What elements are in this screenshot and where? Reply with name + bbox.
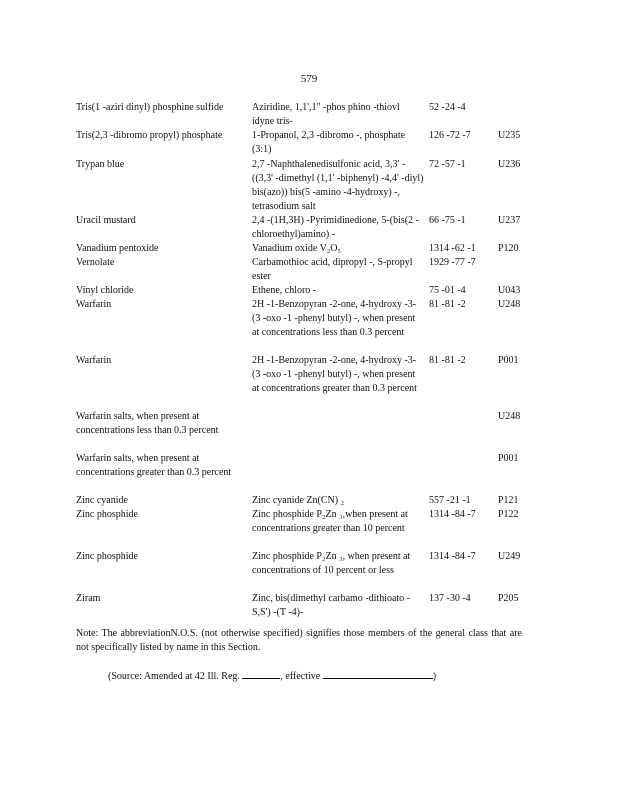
substance-name: Vanadium pentoxide [76,243,159,254]
chemical-abstracts-name: 1-Propanol, 2,3 -dibromo -, phosphate (3:1) [252,130,406,155]
register-page-blank [242,668,280,679]
cas-number: 557 -21 -1 [429,495,471,506]
chemical-abstracts-name: 2H -1-Benzopyran -2-one, 4-hydroxy -3-(3 -oxo -1 -phenyl butyl) -, when present at concentrations greater than 0.3 percent [252,355,417,394]
waste-code: P121 [498,495,519,506]
waste-code: P205 [498,593,519,604]
substance-name: Warfarin salts, when present at concentrations greater than 0.3 percent [76,453,232,478]
abbreviation-note: Note: The abbreviationN.O.S. (not otherwise specified) signifies those members of the general class that are not specifically listed by name in this Section. [76,628,522,653]
substance-name: Warfarin salts, when present at concentrations less than 0.3 percent [76,411,219,436]
waste-code: U237 [498,215,521,226]
source-middle: , effective [280,671,321,682]
waste-code: P120 [498,243,519,254]
cas-number: 66 -75 -1 [429,215,466,226]
table-row [76,284,546,298]
waste-code: U235 [498,130,521,141]
substance-name: Uracil mustard [76,215,136,226]
substance-name: Vinyl chloride [76,285,134,296]
cas-number: 1314 -62 -1 [429,243,476,254]
waste-code: P122 [498,509,519,520]
table-row [76,592,546,620]
chemical-abstracts-name: 2,7 -Naphthalenedisulfonic acid, 3,3' -((3,3' -dimethyl (1,1' -biphenyl) -4,4' -diyl) bis(azo)) bis(5 -amino -4-hydroxy) -, tetrasodium salt [252,159,424,212]
cas-number: 1314 -84 -7 [429,509,476,520]
waste-code: U248 [498,411,521,422]
waste-code: U249 [498,551,521,562]
table-row [76,129,546,158]
table-row [76,298,546,354]
table-row [76,508,546,550]
table-row [76,410,546,452]
waste-code: U043 [498,285,521,296]
source-prefix: (Source: Amended at 42 Ill. Reg. [108,671,240,682]
source-suffix: ) [432,671,437,682]
table-row [76,158,546,214]
cas-number: 75 -01 -4 [429,285,466,296]
table-row [76,242,546,256]
cas-number: 52 -24 -4 [429,102,466,113]
chemical-abstracts-name: Vanadium oxide V₂O₅ [252,243,341,254]
cas-number: 1314 -84 -7 [429,551,476,562]
table-row [76,452,546,494]
waste-code: P001 [498,453,519,464]
substance-name: Vernolate [76,257,115,268]
table-row [76,354,546,410]
chemical-abstracts-name: Zinc, bis(dimethyl carbamo -dithioato -S,S') -(T -4)- [252,593,411,618]
substance-name: Zinc phosphide [76,551,138,562]
substance-name: Ziram [76,593,101,604]
table-row [76,494,546,508]
substance-name: Zinc phosphide [76,509,138,520]
cas-number: 1929 -77 -7 [429,257,476,268]
substance-name: Warfarin [76,355,112,366]
chemical-abstracts-name: Zinc phosphide P₂Zn ₃,when present at concentrations greater than 10 percent [252,509,408,534]
chemical-abstracts-name: Aziridine, 1,1',1" -phos phino -thiovl idyne tris- [252,102,400,127]
cas-number: 126 -72 -7 [429,130,471,141]
substance-name: Tris(1 -aziri dinyl) phosphine sulfide [76,102,224,113]
table-row [76,214,546,242]
chemical-abstracts-name: Zinc cyanide Zn(CN) ₂ [252,495,345,506]
table-row [76,256,546,284]
source-citation [108,668,548,684]
table-row [76,101,546,129]
cas-number: 72 -57 -1 [429,159,466,170]
cas-number: 137 -30 -4 [429,593,471,604]
page-number: 579 [300,73,318,85]
waste-code: U236 [498,159,521,170]
chemical-abstracts-name: 2,4 -(1H,3H) -Pyrimidinedione, 5-(bis(2 -chloroethyl)amino) - [252,215,419,240]
hazardous-waste-table [76,101,546,620]
table-row [76,550,546,592]
cas-number: 81 -81 -2 [429,299,466,310]
waste-code: P001 [498,355,519,366]
substance-name: Trypan blue [76,159,125,170]
waste-code: U248 [498,299,521,310]
chemical-abstracts-name: Carbamothioc acid, dipropyl -, S-propyl ester [252,257,413,282]
substance-name: Warfarin [76,299,112,310]
substance-name: Tris(2,3 -dibromo propyl) phosphate [76,130,223,141]
substance-name: Zinc cyanide [76,495,128,506]
chemical-abstracts-name: Ethene, chloro - [252,285,317,296]
effective-date-blank [323,668,433,679]
chemical-abstracts-name: 2H -1-Benzopyran -2-one, 4-hydroxy -3-(3 -oxo -1 -phenyl butyl) -, when present at concentrations less than 0.3 percent [252,299,417,338]
cas-number: 81 -81 -2 [429,355,466,366]
chemical-abstracts-name: Zinc phosphide P₂Zn ₃, when present at concentrations of 10 percent or less [252,551,411,576]
